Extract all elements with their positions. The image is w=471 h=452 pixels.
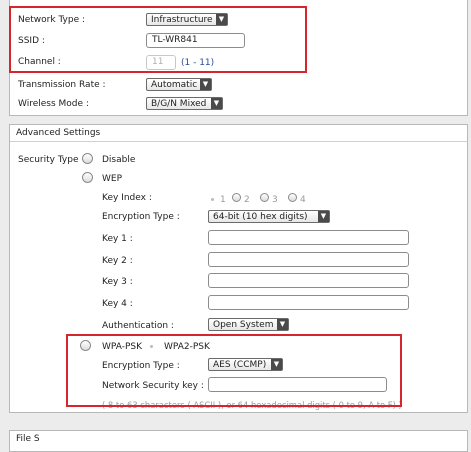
file-section-panel — [9, 430, 468, 452]
network-security-key-label: Network Security key : — [102, 381, 204, 391]
wireless-mode-label: Wireless Mode : — [18, 99, 89, 109]
wireless-mode-select[interactable] — [146, 97, 223, 110]
highlight-box-basic — [9, 6, 307, 73]
key-index-4-radio[interactable] — [288, 193, 297, 202]
security-type-label: Security Type — [18, 155, 79, 165]
channel-label: Channel : — [18, 57, 61, 67]
transmission-rate-label: Transmission Rate : — [18, 80, 106, 90]
key4-label: Key 4 : — [102, 299, 133, 309]
security-disable-label: Disable — [102, 155, 136, 165]
dropdown-arrow-icon: ▼ — [216, 14, 227, 25]
advanced-settings-title: Advanced Settings — [16, 128, 101, 138]
dropdown-arrow-icon: ▼ — [211, 98, 222, 109]
key2-input[interactable] — [208, 252, 409, 267]
dropdown-arrow-icon: ▼ — [318, 211, 329, 222]
key-index-label: Key Index : — [102, 193, 152, 203]
highlight-box-wpa — [66, 334, 402, 407]
key-index-2-radio[interactable] — [232, 193, 241, 202]
security-disable-radio[interactable] — [82, 153, 93, 164]
security-wep-label: WEP — [102, 174, 123, 184]
authentication-select[interactable] — [208, 318, 289, 331]
key-index-2-label: 2 — [244, 195, 250, 205]
key-index-3-label: 3 — [272, 195, 278, 205]
key1-label: Key 1 : — [102, 234, 133, 244]
dropdown-arrow-icon: ▼ — [277, 319, 288, 330]
dropdown-arrow-icon: ▼ — [271, 359, 282, 370]
channel-input[interactable]: 11 — [146, 55, 176, 70]
ssid-input[interactable]: TL-WR841 — [146, 33, 245, 48]
authentication-label: Authentication : — [102, 321, 174, 331]
transmission-rate-value: Automatic — [151, 80, 198, 90]
key-index-1-label: 1 — [220, 195, 226, 205]
wireless-mode-value: B/G/N Mixed — [151, 99, 207, 109]
key-index-3-radio[interactable] — [260, 193, 269, 202]
authentication-value: Open System — [213, 320, 274, 330]
wpa-psk-label: WPA-PSK — [102, 342, 142, 352]
security-wep-radio[interactable] — [82, 172, 93, 183]
key-index-1-radio[interactable] — [211, 198, 214, 201]
wep-encryption-type-label: Encryption Type : — [102, 212, 180, 222]
key3-label: Key 3 : — [102, 277, 133, 287]
transmission-rate-select[interactable] — [146, 78, 212, 91]
channel-range-text: (1 - 11) — [181, 58, 215, 68]
wep-encryption-type-select[interactable] — [208, 210, 330, 223]
network-type-label: Network Type : — [18, 15, 86, 25]
wpa-encryption-type-value: AES (CCMP) — [213, 360, 267, 370]
key4-input[interactable] — [208, 295, 409, 310]
ssid-label: SSID : — [18, 36, 45, 46]
network-type-value: Infrastructure — [151, 15, 213, 25]
wep-encryption-type-value: 64-bit (10 hex digits) — [213, 212, 308, 222]
file-section-title: File S — [16, 434, 40, 444]
security-key-hint: ( 8 to 63 characters ( ASCII ), or 64 hexadecimal digits ( 0 to 9, A to F) ) — [102, 400, 402, 410]
wpa-encryption-type-label: Encryption Type : — [102, 361, 180, 371]
key1-input[interactable] — [208, 230, 409, 245]
dropdown-arrow-icon: ▼ — [200, 79, 211, 90]
key2-label: Key 2 : — [102, 256, 133, 266]
key-index-4-label: 4 — [300, 195, 306, 205]
wpa2-psk-label: WPA2-PSK — [164, 342, 210, 352]
key3-input[interactable] — [208, 273, 409, 288]
